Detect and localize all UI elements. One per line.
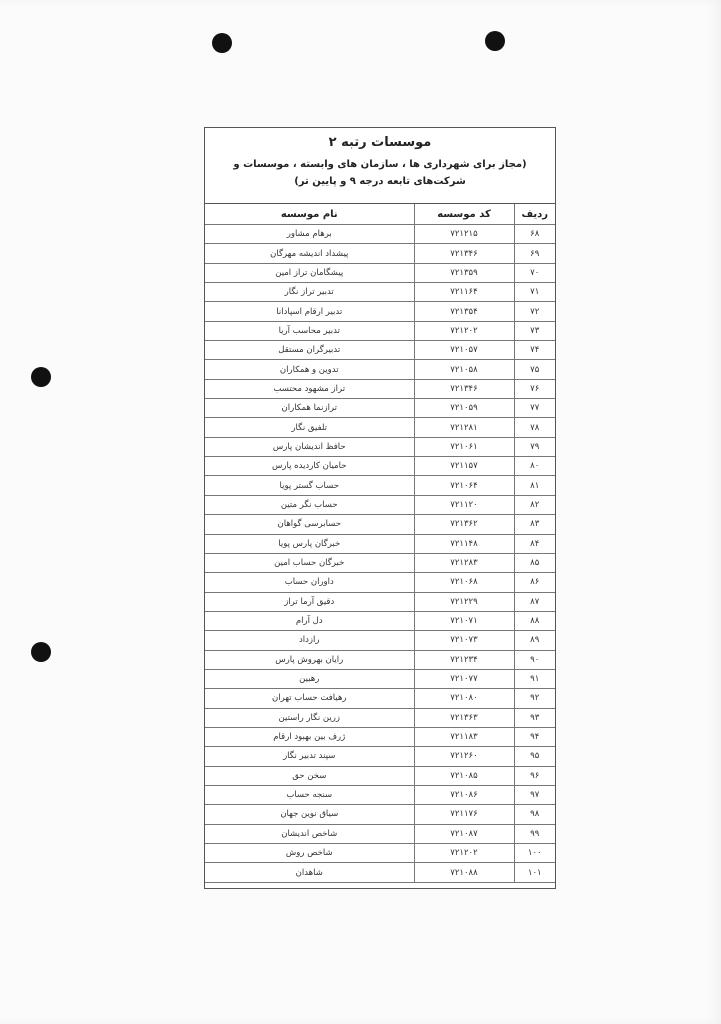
table-row [205, 225, 555, 244]
institution-name-cell: برهام مشاور [205, 225, 414, 244]
table-row [205, 302, 555, 321]
row-number-cell: ۸۹ [514, 631, 555, 650]
institution-name-cell: سنجه حساب [205, 785, 414, 804]
institution-name-cell: تدبیر محاسب آریا [205, 321, 414, 340]
table-row [205, 708, 555, 727]
table-row [205, 553, 555, 572]
table-row [205, 611, 555, 630]
institution-name-cell: رازداد [205, 631, 414, 650]
institution-code-cell: ۷۲۱۰۵۷ [414, 341, 514, 360]
institution-name-cell: سیاق نوین جهان [205, 805, 414, 824]
institution-code-cell: ۷۲۱۱۸۳ [414, 727, 514, 746]
institution-code-cell: ۷۲۱۳۴۶ [414, 244, 514, 263]
row-number-cell: ۷۷ [514, 399, 555, 418]
institution-code-cell: ۷۲۱۲۶۰ [414, 747, 514, 766]
institution-code-cell: ۷۲۱۱۷۶ [414, 805, 514, 824]
institution-code-cell: ۷۲۱۱۴۸ [414, 534, 514, 553]
institution-code-cell: ۷۲۱۳۵۴ [414, 302, 514, 321]
table-row [205, 747, 555, 766]
institution-name-cell: خبرگان حساب امین [205, 553, 414, 572]
institution-code-cell: ۷۲۱۰۵۸ [414, 360, 514, 379]
institution-code-cell: ۷۲۱۰۶۴ [414, 476, 514, 495]
institution-code-cell: ۷۲۱۰۶۱ [414, 437, 514, 456]
row-number-cell: ۸۲ [514, 495, 555, 514]
table-row [205, 360, 555, 379]
institution-name-cell: حساب نگر متین [205, 495, 414, 514]
institution-name-cell: خبرگان پارس پویا [205, 534, 414, 553]
table-row [205, 863, 555, 882]
table-row [205, 534, 555, 553]
row-number-cell: ۹۸ [514, 805, 555, 824]
row-number-cell: ۶۹ [514, 244, 555, 263]
row-number-cell: ۷۱ [514, 283, 555, 302]
table-row [205, 785, 555, 804]
table-body [205, 225, 555, 883]
table-row [205, 321, 555, 340]
table-row [205, 341, 555, 360]
institution-code-cell: ۷۲۱۳۴۶ [414, 379, 514, 398]
institution-code-cell: ۷۲۱۰۸۵ [414, 766, 514, 785]
table-row [205, 824, 555, 843]
row-number-cell: ۸۱ [514, 476, 555, 495]
institution-code-cell: ۷۲۱۰۶۸ [414, 573, 514, 592]
institution-name-cell: سپند تدبیر نگار [205, 747, 414, 766]
institution-code-cell: ۷۲۱۲۱۵ [414, 225, 514, 244]
punch-hole [212, 33, 232, 53]
column-header-row-number: ردیف [514, 204, 555, 225]
row-number-cell: ۹۳ [514, 708, 555, 727]
row-number-cell: ۷۸ [514, 418, 555, 437]
institution-code-cell: ۷۲۱۰۷۷ [414, 669, 514, 688]
institution-code-cell: ۷۲۱۳۶۳ [414, 708, 514, 727]
institution-name-cell: شاخص اندیشان [205, 824, 414, 843]
institution-code-cell: ۷۲۱۲۲۹ [414, 592, 514, 611]
institution-name-cell: سخن حق [205, 766, 414, 785]
row-number-cell: ۸۵ [514, 553, 555, 572]
row-number-cell: ۹۰ [514, 650, 555, 669]
institution-code-cell: ۷۲۱۰۷۳ [414, 631, 514, 650]
institution-code-cell: ۷۲۱۱۵۷ [414, 457, 514, 476]
table-row [205, 689, 555, 708]
institution-name-cell: شاهدان [205, 863, 414, 882]
institution-name-cell: تدبیرگران مستقل [205, 341, 414, 360]
row-number-cell: ۷۵ [514, 360, 555, 379]
institutions-table [205, 204, 555, 883]
row-number-cell: ۹۲ [514, 689, 555, 708]
table-row [205, 515, 555, 534]
document-title: موسسات رتبه ۲ [328, 135, 432, 150]
institution-name-cell: پیشگامان تراز امین [205, 263, 414, 282]
row-number-cell: ۸۴ [514, 534, 555, 553]
row-number-cell: ۸۷ [514, 592, 555, 611]
row-number-cell: ۹۹ [514, 824, 555, 843]
table-row [205, 476, 555, 495]
row-number-cell: ۸۳ [514, 515, 555, 534]
table-row [205, 495, 555, 514]
row-number-cell: ۷۴ [514, 341, 555, 360]
institution-name-cell: دل آرام [205, 611, 414, 630]
table-row [205, 399, 555, 418]
institution-name-cell: حساب گستر پویا [205, 476, 414, 495]
row-number-cell: ۹۱ [514, 669, 555, 688]
table-row [205, 650, 555, 669]
row-number-cell: ۸۰ [514, 457, 555, 476]
row-number-cell: ۱۰۱ [514, 863, 555, 882]
institution-name-cell: رهبین [205, 669, 414, 688]
table-header-row [205, 204, 555, 225]
row-number-cell: ۸۸ [514, 611, 555, 630]
row-number-cell: ۹۶ [514, 766, 555, 785]
institution-name-cell: تدبیر تراز نگار [205, 283, 414, 302]
institutions-list-document [204, 127, 556, 889]
institution-name-cell: حافظ اندیشان پارس [205, 437, 414, 456]
institution-name-cell: رایان بهروش پارس [205, 650, 414, 669]
institution-code-cell: ۷۲۱۰۷۱ [414, 611, 514, 630]
column-header-code: کد موسسه [414, 204, 514, 225]
institution-code-cell: ۷۲۱۰۸۶ [414, 785, 514, 804]
table-row [205, 766, 555, 785]
institution-name-cell: تراز مشهود محتسب [205, 379, 414, 398]
punch-hole [31, 642, 51, 662]
institution-name-cell: زرین نگار راستین [205, 708, 414, 727]
row-number-cell: ۹۵ [514, 747, 555, 766]
row-number-cell: ۹۷ [514, 785, 555, 804]
row-number-cell: ۷۹ [514, 437, 555, 456]
institution-code-cell: ۷۲۱۱۲۰ [414, 495, 514, 514]
table-row [205, 669, 555, 688]
table-row [205, 263, 555, 282]
institution-name-cell: دقیق آرما تراز [205, 592, 414, 611]
institution-name-cell: شاخص روش [205, 844, 414, 863]
institution-code-cell: ۷۲۱۰۸۷ [414, 824, 514, 843]
table-row [205, 631, 555, 650]
row-number-cell: ۷۰ [514, 263, 555, 282]
institution-code-cell: ۷۲۱۰۸۸ [414, 863, 514, 882]
punch-hole [485, 31, 505, 51]
institution-code-cell: ۷۲۱۱۶۴ [414, 283, 514, 302]
row-number-cell: ۶۸ [514, 225, 555, 244]
column-header-name: نام موسسه [205, 204, 414, 225]
row-number-cell: ۷۶ [514, 379, 555, 398]
table-row [205, 805, 555, 824]
institution-name-cell: ژرف بین بهبود ارقام [205, 727, 414, 746]
institution-name-cell: تدبیر ارقام اسپادانا [205, 302, 414, 321]
row-number-cell: ۹۴ [514, 727, 555, 746]
institution-name-cell: تلفیق نگار [205, 418, 414, 437]
table-row [205, 727, 555, 746]
table-row [205, 418, 555, 437]
table-row [205, 379, 555, 398]
institution-code-cell: ۷۲۱۲۳۴ [414, 650, 514, 669]
table-row [205, 437, 555, 456]
table-row [205, 244, 555, 263]
table-row [205, 592, 555, 611]
institution-code-cell: ۷۲۱۰۸۰ [414, 689, 514, 708]
institution-code-cell: ۷۲۱۲۰۲ [414, 321, 514, 340]
institution-name-cell: حسابرسی گواهان [205, 515, 414, 534]
institution-name-cell: رهیافت حساب تهران [205, 689, 414, 708]
document-header [205, 128, 555, 204]
institution-code-cell: ۷۲۱۲۸۳ [414, 553, 514, 572]
institution-name-cell: ترازنما همکاران [205, 399, 414, 418]
table-row [205, 283, 555, 302]
row-number-cell: ۸۶ [514, 573, 555, 592]
row-number-cell: ۷۲ [514, 302, 555, 321]
row-number-cell: ۷۳ [514, 321, 555, 340]
row-number-cell: ۱۰۰ [514, 844, 555, 863]
institution-code-cell: ۷۲۱۲۸۱ [414, 418, 514, 437]
institution-name-cell: پیشداد اندیشه مهرگان [205, 244, 414, 263]
table-row [205, 573, 555, 592]
institution-code-cell: ۷۲۱۲۰۲ [414, 844, 514, 863]
punch-hole [31, 367, 51, 387]
institution-code-cell: ۷۲۱۳۶۲ [414, 515, 514, 534]
document-subtitle: (مجاز برای شهرداری ها ، سازمان های وابسته ، موسسات و شرکت‌های تابعه درجه ۹ و پایین تر) [233, 159, 527, 187]
institution-name-cell: تدوین و همکاران [205, 360, 414, 379]
table-row [205, 457, 555, 476]
institution-name-cell: حامیان کاردیده پارس [205, 457, 414, 476]
institution-name-cell: داوران حساب [205, 573, 414, 592]
table-row [205, 844, 555, 863]
institution-code-cell: ۷۲۱۳۵۹ [414, 263, 514, 282]
institution-code-cell: ۷۲۱۰۵۹ [414, 399, 514, 418]
